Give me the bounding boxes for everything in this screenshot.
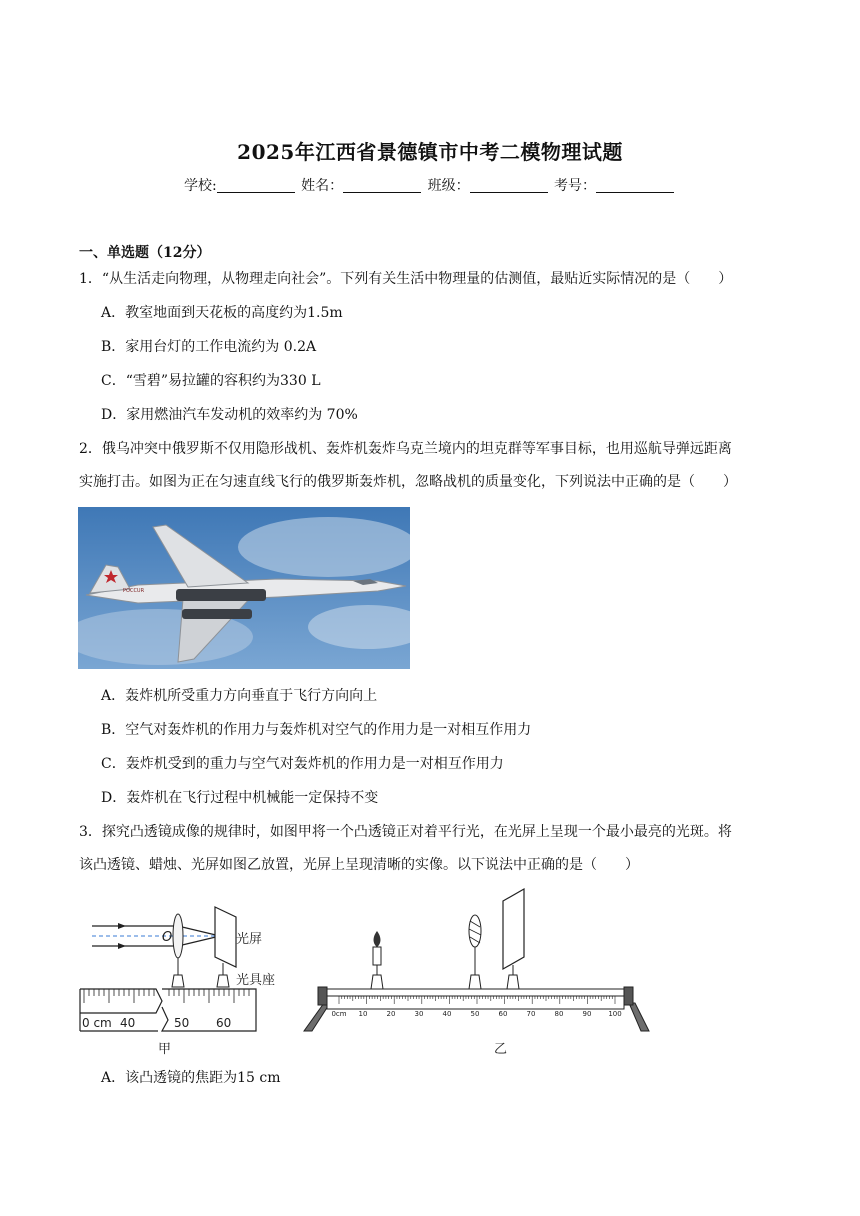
ruler-tick-60: 60 [216, 1016, 232, 1030]
bench-tick-90: 90 [582, 1010, 592, 1018]
page-title: 2025年江西省景德镇市中考二模物理试题 [237, 140, 623, 164]
bench-tick-100: 100 [608, 1010, 622, 1018]
ruler-tick-50: 50 [174, 1016, 190, 1030]
name-label: 姓名： [301, 178, 344, 194]
q2-option-b: B．空气对轰炸机的作用力与轰炸机对空气的作用力是一对相互作用力 [101, 722, 532, 738]
q1-option-a: A．教室地面到天花板的高度约为1.5m [101, 305, 343, 321]
class-blank [470, 178, 548, 193]
plane-lettering: POCCUR [123, 588, 145, 594]
bench-tick-40: 40 [442, 1010, 452, 1018]
number-blank [596, 178, 674, 193]
section-heading: 一、单选题（12分） [79, 245, 211, 261]
q3-stem-line1: 3．探究凸透镜成像的规律时，如图甲将一个凸透镜正对着平行光，在光屏上呈现一个最小最亮的光斑。将 [79, 824, 732, 840]
figure-jia [80, 907, 275, 1057]
q2-option-d: D．轰炸机在飞行过程中机械能一定保持不变 [101, 790, 379, 806]
q3-stem-line2: 该凸透镜、蜡烛、光屏如图乙放置，光屏上呈现清晰的实像。以下说法中正确的是（ ） [79, 857, 639, 873]
student-info-line [0, 175, 860, 195]
q2-option-c: C．轰炸机受到的重力与空气对轰炸机的作用力是一对相互作用力 [101, 756, 504, 772]
q2-stem-line1: 2．俄乌冲突中俄罗斯不仅用隐形战机、轰炸机轰炸乌克兰境内的坦克群等军事目标，也用巡航导弹远距离 [79, 441, 732, 457]
q1-stem: 1．“从生活走向物理，从物理走向社会”。下列有关生活中物理量的估测值，最贴近实际情况的是（ ） [79, 271, 733, 287]
name-blank [343, 178, 421, 193]
screen-label: 光屏 [236, 932, 263, 947]
lens-center-label: O [162, 930, 173, 945]
candle [371, 931, 383, 989]
optical-bench-label: 光具座 [236, 973, 276, 988]
school-label: 学校: [183, 178, 217, 194]
q3-option-a: A．该凸透镜的焦距为15 cm [101, 1070, 281, 1086]
bench-tick-20: 20 [386, 1010, 396, 1018]
ruler-tick-0: 0 cm [82, 1016, 112, 1030]
bench-tick-70: 70 [526, 1010, 536, 1018]
school-blank [217, 178, 295, 193]
q1-option-c: C．“雪碧”易拉罐的容积约为330 L [101, 373, 321, 389]
bench-tick-0: 0cm [331, 1010, 347, 1018]
bench-tick-10: 10 [358, 1010, 368, 1018]
convex-lens [469, 915, 481, 989]
bench-tick-80: 80 [554, 1010, 564, 1018]
q1-option-d: D．家用燃油汽车发动机的效率约为 70% [101, 407, 358, 423]
lens-experiment-figure [78, 885, 658, 1060]
number-label: 考号： [554, 178, 597, 194]
q2-option-a: A．轰炸机所受重力方向垂直于飞行方向向上 [101, 688, 378, 704]
bench-tick-30: 30 [414, 1010, 424, 1018]
bench-tick-50: 50 [470, 1010, 480, 1018]
q2-stem-line2: 实施打击。如图为正在匀速直线飞行的俄罗斯轰炸机，忽略战机的质量变化，下列说法中正确的是（ ） [79, 474, 737, 490]
bomber-photo [78, 507, 410, 669]
ruler-tick-40: 40 [120, 1016, 136, 1030]
figure-jia-caption: 甲 [158, 1042, 172, 1057]
class-label: 班级： [427, 178, 470, 194]
figure-yi-caption: 乙 [494, 1042, 508, 1057]
light-screen [503, 889, 524, 989]
bench-tick-60: 60 [498, 1010, 508, 1018]
q1-option-b: B．家用台灯的工作电流约为 0.2A [101, 339, 317, 355]
figure-yi [304, 889, 649, 1057]
